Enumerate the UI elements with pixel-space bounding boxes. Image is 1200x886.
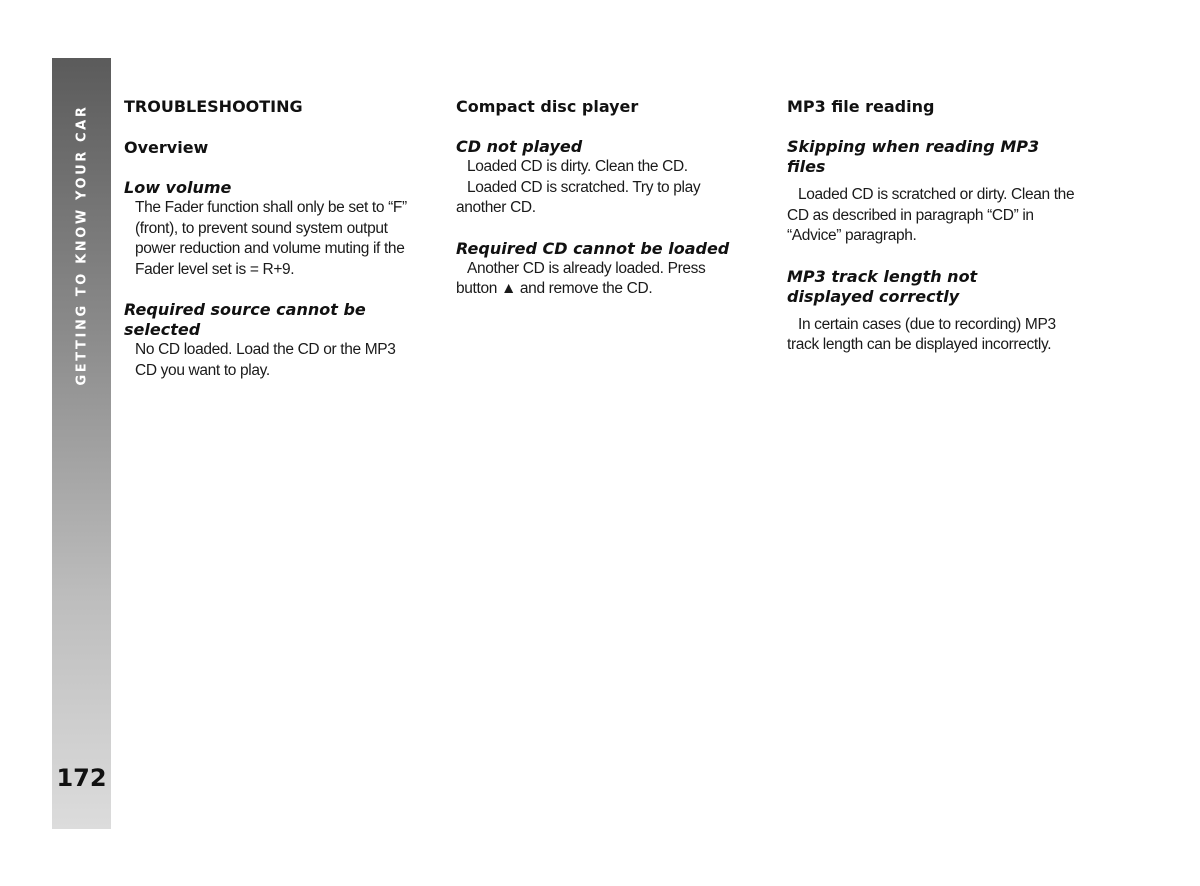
subheading-cd-cannot-load: Required CD cannot be loaded xyxy=(456,238,730,258)
paragraph-cd-cannot-load: Another CD is already loaded. Press button ▲ and remove the CD. xyxy=(456,259,706,297)
chapter-title: GETTING TO KNOW YOUR CAR xyxy=(74,104,90,386)
subheading-low-volume: Low volume xyxy=(124,178,232,197)
section-heading-mp3: MP3 file reading xyxy=(787,97,935,116)
column-compact-disc xyxy=(456,96,746,320)
paragraph-cd-scratched: Loaded CD is scratched. Try to play another CD. xyxy=(456,178,701,216)
section-heading-compact-disc: Compact disc player xyxy=(456,97,639,116)
subheading-mp3-track-length: MP3 track length not displayed correctly xyxy=(787,266,978,306)
paragraph-required-source: No CD loaded. Load the CD or the MP3 CD you want to play. xyxy=(135,341,396,379)
page-number: 172 xyxy=(56,764,107,792)
paragraph-low-volume: The Fader function shall only be set to “F” (front), to prevent sound system output power reduction and volume muting if the Fader level set is = R+9. xyxy=(135,199,407,278)
paragraph-mp3-skipping: Loaded CD is scratched or dirty. Clean the CD as described in paragraph “CD” in “Advice” paragraph. xyxy=(787,186,1075,244)
section-heading-overview: Overview xyxy=(124,138,209,157)
column-troubleshooting xyxy=(124,96,414,401)
column-mp3 xyxy=(787,96,1077,376)
subheading-required-source: Required source cannot be selected xyxy=(124,300,366,339)
paragraph-mp3-track-length: In certain cases (due to recording) MP3 track length can be displayed incorrectly. xyxy=(787,315,1056,353)
paragraph-cd-dirty: Loaded CD is dirty. Clean the CD. xyxy=(467,158,688,175)
main-heading: TROUBLESHOOTING xyxy=(124,97,303,116)
subheading-mp3-skipping: Skipping when reading MP3 files xyxy=(787,137,1040,176)
subheading-cd-not-played: CD not played xyxy=(456,137,583,156)
